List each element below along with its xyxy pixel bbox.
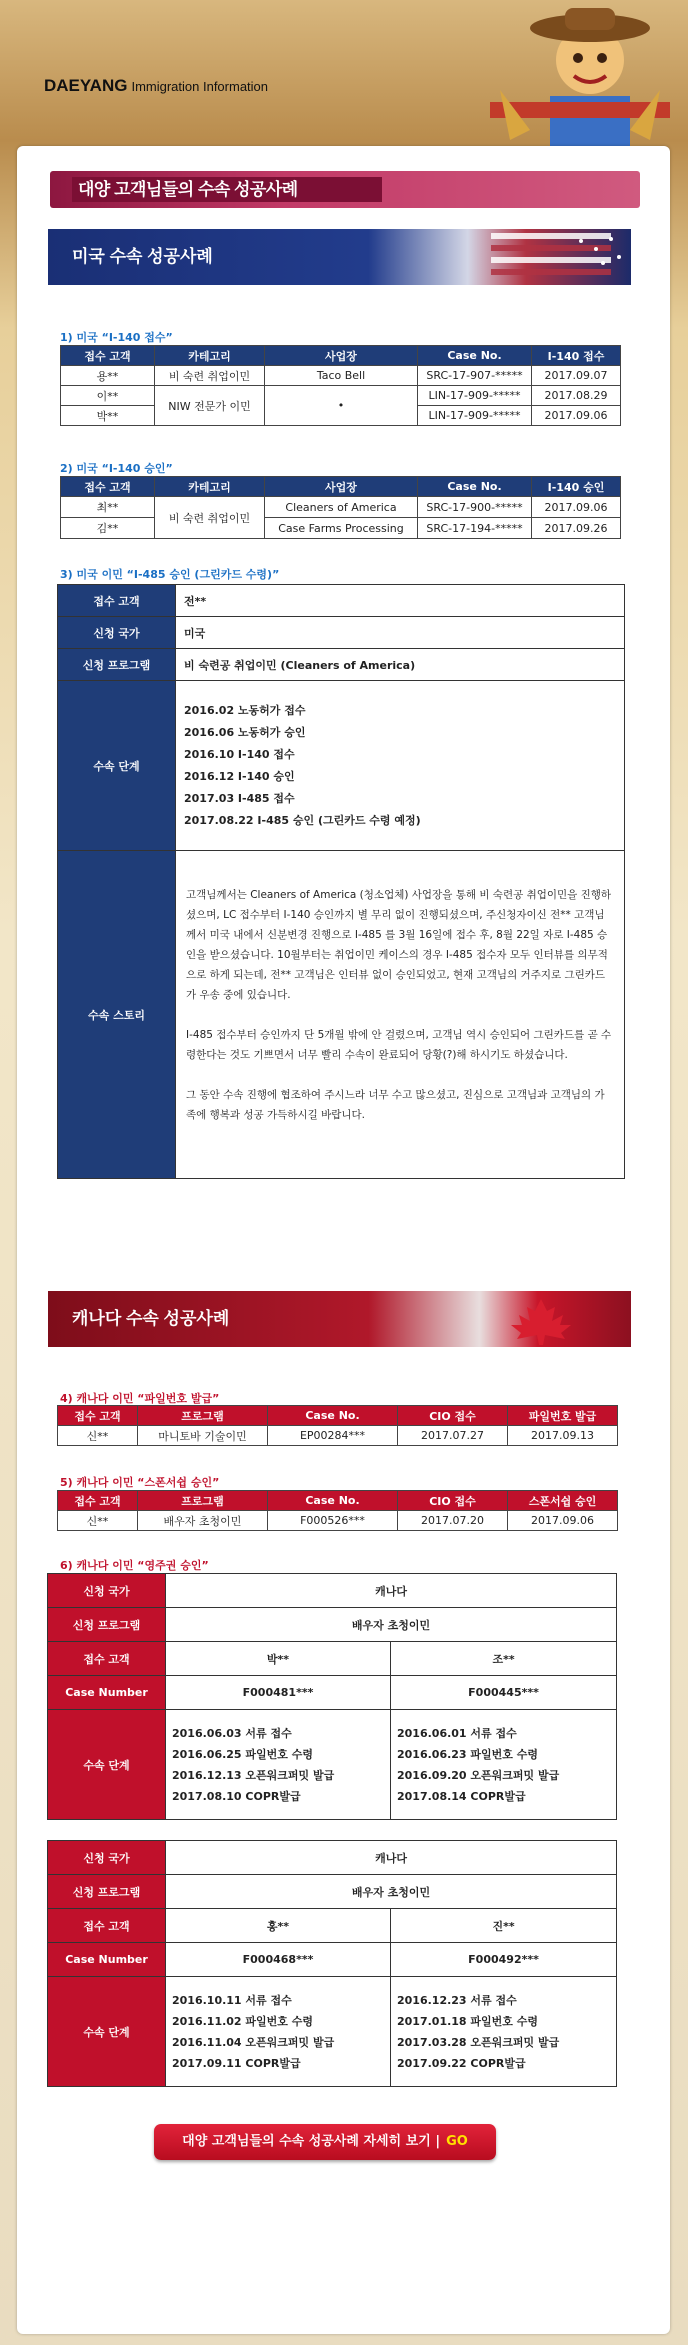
view-more-button[interactable]: 대양 고객님들의 수속 성공사례 자세히 보기 | GO <box>154 2124 496 2160</box>
process-story <box>176 851 625 1179</box>
row-label: 신청 국가 <box>48 1841 166 1875</box>
table-cell: 2017.09.06 <box>532 497 621 518</box>
us-i485-detail-table <box>57 584 625 1179</box>
row-label: 수속 단계 <box>48 1710 166 1820</box>
table-cell: 마니토바 기술이민 <box>138 1426 268 1446</box>
program-value: 비 숙련공 취업이민 (Cleaners of America) <box>176 649 625 681</box>
table-header: 카테고리 <box>155 346 265 366</box>
table-header: 프로그램 <box>138 1406 268 1426</box>
step-item: 2017.08.14 COPR발급 <box>397 1789 526 1803</box>
table-header: Case No. <box>268 1491 398 1511</box>
table-cell: SRC-17-194-***** <box>418 518 532 539</box>
table-header: Case No. <box>268 1406 398 1426</box>
row-label: Case Number <box>48 1943 166 1977</box>
table-row <box>61 386 621 406</box>
ca-file-number-table <box>57 1405 618 1446</box>
table-cell: 비 숙련 취업이민 <box>155 366 265 386</box>
ca-sponsorship-table <box>57 1490 618 1531</box>
table-cell: 박** <box>61 406 155 426</box>
process-steps <box>166 1977 391 2087</box>
table-cell: NIW 전문가 이민 <box>155 386 265 426</box>
row-label: Case Number <box>48 1676 166 1710</box>
table-header: 사업장 <box>265 477 418 497</box>
step-item: 2017.09.22 COPR발급 <box>397 2056 526 2070</box>
us-i140-approval-table <box>60 476 621 539</box>
row-label: 신청 프로그램 <box>48 1875 166 1909</box>
table-header: CIO 접수 <box>398 1406 508 1426</box>
row-label: 수속 단계 <box>58 681 176 851</box>
case-value: F000445*** <box>391 1676 617 1710</box>
us-i140-filing-table <box>60 345 621 426</box>
us-section-title: 미국 수속 성공사례 <box>72 247 213 266</box>
step-item: 2016.12 I-140 승인 <box>184 769 295 783</box>
table-row <box>61 518 621 539</box>
table-cell: 2017.09.13 <box>508 1426 618 1446</box>
maple-leaf-icon <box>431 1291 631 1347</box>
story-paragraph: 그 동안 수속 진행에 협조하여 주시느라 너무 수고 많으셨고, 진심으로 고객님과 고객님의 가족에 행복과 성공 가득하시길 바랍니다. <box>186 1088 605 1121</box>
page-title-banner <box>50 171 640 208</box>
table-cell: 비 숙련 취업이민 <box>155 497 265 539</box>
table-header: Case No. <box>418 346 532 366</box>
table-cell: LIN-17-909-***** <box>418 406 532 426</box>
ca-pr-table-1 <box>47 1573 617 1820</box>
row-label: 접수 고객 <box>58 585 176 617</box>
step-item: 2016.12.13 오픈워크퍼밋 발급 <box>172 1768 335 1782</box>
table-cell: 2017.09.26 <box>532 518 621 539</box>
table-cell: 최** <box>61 497 155 518</box>
step-item: 2016.11.02 파일번호 수령 <box>172 2014 314 2028</box>
table-cell: SRC-17-900-***** <box>418 497 532 518</box>
us-flag-icon <box>431 229 631 285</box>
process-steps <box>391 1710 617 1820</box>
case-value: F000481*** <box>166 1676 391 1710</box>
table-header: 스폰서쉽 승인 <box>508 1491 618 1511</box>
country-value: 미국 <box>176 617 625 649</box>
ca-s6-title: 6) 캐나다 이민 “영주권 승인” <box>60 1559 209 1572</box>
table-cell: 김** <box>61 518 155 539</box>
table-cell: F000526*** <box>268 1511 398 1531</box>
step-item: 2017.09.11 COPR발급 <box>172 2056 301 2070</box>
table-cell: 2017.09.07 <box>532 366 621 386</box>
step-item: 2017.08.22 I-485 승인 (그린카드 수령 예정) <box>184 813 421 827</box>
step-item: 2017.08.10 COPR발급 <box>172 1789 301 1803</box>
row-label: 신청 프로그램 <box>48 1608 166 1642</box>
step-item: 2016.10.11 서류 접수 <box>172 1993 292 2007</box>
ca-pr-table-2 <box>47 1840 617 2087</box>
us-section-banner <box>48 229 631 285</box>
program-value: 배우자 초청이민 <box>166 1875 617 1909</box>
table-row <box>61 497 621 518</box>
ca-s4-title: 4) 캐나다 이민 “파일번호 발급” <box>60 1392 220 1405</box>
table-cell: 2017.07.20 <box>398 1511 508 1531</box>
table-header: 접수 고객 <box>58 1406 138 1426</box>
step-item: 2016.11.04 오픈워크퍼밋 발급 <box>172 2035 335 2049</box>
client-value: 전** <box>176 585 625 617</box>
process-steps <box>391 1977 617 2087</box>
process-steps <box>166 1710 391 1820</box>
go-label: GO <box>446 2134 468 2149</box>
ca-s5-title: 5) 캐나다 이민 “스폰서쉽 승인” <box>60 1476 220 1489</box>
table-cell: 이** <box>61 386 155 406</box>
client-value: 박** <box>166 1642 391 1676</box>
step-item: 2016.12.23 서류 접수 <box>397 1993 517 2007</box>
table-header: I-140 접수 <box>532 346 621 366</box>
step-item: 2016.06.25 파일번호 수령 <box>172 1747 314 1761</box>
step-item: 2016.06.23 파일번호 수령 <box>397 1747 539 1761</box>
brand-logo[interactable]: DAEYANG Immigration Information <box>44 76 269 95</box>
table-cell: Taco Bell <box>265 366 418 386</box>
step-item: 2016.06.03 서류 접수 <box>172 1726 292 1740</box>
step-item: 2017.01.18 파일번호 수령 <box>397 2014 539 2028</box>
story-paragraph: I-485 접수부터 승인까지 단 5개월 밖에 안 걸렸으며, 고객님 역시 승인되어 그린카드를 곧 수령한다는 것도 기쁘면서 너무 빨리 수속이 완료되어 당황(?)해 하시기도 하셨습니다. <box>186 1028 612 1061</box>
table-cell: LIN-17-909-***** <box>418 386 532 406</box>
client-value: 홍** <box>166 1909 391 1943</box>
table-header: 접수 고객 <box>61 477 155 497</box>
header-banner <box>0 0 688 150</box>
row-label: 수속 단계 <box>48 1977 166 2087</box>
table-header: 사업장 <box>265 346 418 366</box>
table-cell: SRC-17-907-***** <box>418 366 532 386</box>
country-value: 캐나다 <box>166 1574 617 1608</box>
table-header: 접수 고객 <box>58 1491 138 1511</box>
country-value: 캐나다 <box>166 1841 617 1875</box>
table-row <box>58 1426 618 1446</box>
us-s2-title: 2) 미국 “I-140 승인” <box>60 462 173 475</box>
step-item: 2016.09.20 오픈워크퍼밋 발급 <box>397 1768 560 1782</box>
table-header: I-140 승인 <box>532 477 621 497</box>
story-paragraph: 고객님께서는 Cleaners of America (청소업체) 사업장을 통해 비 숙련공 취업이민을 진행하셨으며, LC 접수부터 I-140 승인까지 별 무리 없이 진행되셨으며, 주신청자이신 전** 고객님께서 미국 내에서 신분변경 진행으로 I-485 를 3월 16일에 접수 후, 8월 22일 자로 I-485 승인을 받으셨습니다. 10월부터는 취업이민 케이스의 경우 I-485 접수자 모두 인터뷰를 의무적으로 하게 되는데, 전** 고객님은 인터뷰 없이 승인되었고, 현재 고객님의 거주지로 그린카드가 우송 중에 있습니다. <box>186 888 612 1001</box>
table-row <box>61 366 621 386</box>
row-label: 신청 국가 <box>58 617 176 649</box>
table-cell: 2017.09.06 <box>508 1511 618 1531</box>
table-cell: 용** <box>61 366 155 386</box>
scarecrow-illustration <box>470 0 680 150</box>
step-item: 2016.06.01 서류 접수 <box>397 1726 517 1740</box>
page-title: 대양 고객님들의 수속 성공사례 <box>72 177 382 202</box>
step-item: 2016.06 노동허가 승인 <box>184 725 306 739</box>
row-label: 신청 국가 <box>48 1574 166 1608</box>
table-header: Case No. <box>418 477 532 497</box>
table-header: 프로그램 <box>138 1491 268 1511</box>
us-s3-title: 3) 미국 이민 “I-485 승인 (그린카드 수령)” <box>60 568 280 581</box>
table-cell: • <box>265 386 418 426</box>
table-cell: Case Farms Processing <box>265 518 418 539</box>
process-steps <box>176 681 625 851</box>
step-item: 2017.03 I-485 접수 <box>184 791 295 805</box>
step-item: 2016.02 노동허가 접수 <box>184 703 306 717</box>
table-header: 접수 고객 <box>61 346 155 366</box>
table-header: 파일번호 발급 <box>508 1406 618 1426</box>
ca-section-title: 캐나다 수속 성공사례 <box>72 1309 230 1328</box>
table-cell: 2017.08.29 <box>532 386 621 406</box>
ca-section-banner <box>48 1291 631 1347</box>
row-label: 수속 스토리 <box>58 851 176 1179</box>
client-value: 진** <box>391 1909 617 1943</box>
us-s1-title: 1) 미국 “I-140 접수” <box>60 331 173 344</box>
table-header: CIO 접수 <box>398 1491 508 1511</box>
client-value: 조** <box>391 1642 617 1676</box>
case-value: F000492*** <box>391 1943 617 1977</box>
table-header: 카테고리 <box>155 477 265 497</box>
table-cell: 2017.09.06 <box>532 406 621 426</box>
table-row <box>58 1511 618 1531</box>
step-item: 2016.10 I-140 접수 <box>184 747 295 761</box>
table-cell: EP00284*** <box>268 1426 398 1446</box>
row-label: 접수 고객 <box>48 1909 166 1943</box>
table-cell: 신** <box>58 1426 138 1446</box>
row-label: 접수 고객 <box>48 1642 166 1676</box>
table-cell: Cleaners of America <box>265 497 418 518</box>
row-label: 신청 프로그램 <box>58 649 176 681</box>
program-value: 배우자 초청이민 <box>166 1608 617 1642</box>
step-item: 2017.03.28 오픈워크퍼밋 발급 <box>397 2035 560 2049</box>
button-label: 대양 고객님들의 수속 성공사례 자세히 보기 <box>182 2134 431 2149</box>
case-value: F000468*** <box>166 1943 391 1977</box>
table-cell: 2017.07.27 <box>398 1426 508 1446</box>
table-cell: 신** <box>58 1511 138 1531</box>
table-cell: 배우자 초청이민 <box>138 1511 268 1531</box>
